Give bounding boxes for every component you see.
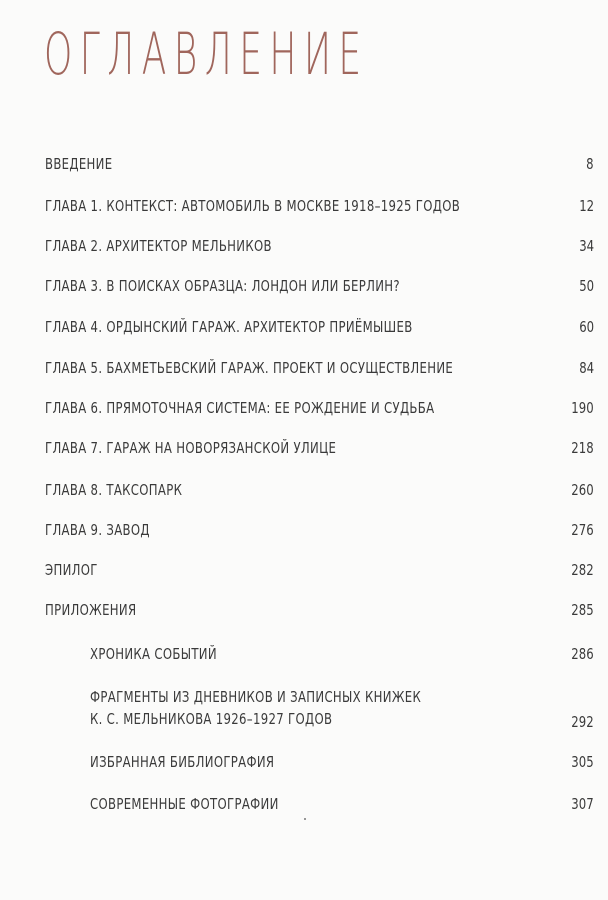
toc-entry-photographs[interactable] xyxy=(0,792,608,816)
print-speck xyxy=(304,818,306,820)
toc-entry-page-number: 305 xyxy=(571,753,594,771)
toc-entry-label: ГЛАВА 2. АРХИТЕКТОР МЕЛЬНИКОВ xyxy=(45,237,272,255)
toc-entry-chronicle[interactable] xyxy=(0,642,608,666)
toc-entry-page-number: 12 xyxy=(579,197,594,215)
toc-entry-page-number: 285 xyxy=(571,601,594,619)
toc-entry-page-number: 282 xyxy=(571,561,594,579)
toc-entry-diary-fragments[interactable] xyxy=(0,686,608,734)
toc-entry-chapter-2[interactable] xyxy=(0,234,608,258)
toc-entry-page-number: 307 xyxy=(571,795,594,813)
toc-entry-epilogue[interactable] xyxy=(0,558,608,582)
toc-entry-page-number: 276 xyxy=(571,521,594,539)
toc-entry-appendices[interactable] xyxy=(0,598,608,622)
toc-entry-introduction[interactable] xyxy=(0,152,608,176)
toc-entry-page-number: 34 xyxy=(579,237,594,255)
toc-entry-page-number: 8 xyxy=(586,155,594,173)
toc-entry-label: ГЛАВА 4. ОРДЫНСКИЙ ГАРАЖ. АРХИТЕКТОР ПРИЁМЫШЕВ xyxy=(45,318,413,336)
toc-entry-label: ВВЕДЕНИЕ xyxy=(45,155,113,173)
toc-entry-chapter-7[interactable] xyxy=(0,436,608,460)
toc-entry-chapter-8[interactable] xyxy=(0,478,608,502)
toc-entry-label: ФРАГМЕНТЫ ИЗ ДНЕВНИКОВ И ЗАПИСНЫХ КНИЖЕК К. С. МЕЛЬНИКОВА 1926–1927 ГОДОВ xyxy=(90,688,422,728)
toc-entry-page-number: 292 xyxy=(571,713,594,731)
toc-entry-page-number: 50 xyxy=(579,277,594,295)
toc-entry-label: ГЛАВА 9. ЗАВОД xyxy=(45,521,150,539)
toc-entry-page-number: 260 xyxy=(571,481,594,499)
toc-entry-page-number: 190 xyxy=(571,399,594,417)
toc-entry-page-number: 84 xyxy=(579,359,594,377)
toc-entry-label: ЭПИЛОГ xyxy=(45,561,98,579)
toc-entry-page-number: 218 xyxy=(571,439,594,457)
toc-entry-page-number: 60 xyxy=(579,318,594,336)
toc-entry-label: ХРОНИКА СОБЫТИЙ xyxy=(90,645,217,663)
toc-entry-chapter-1[interactable] xyxy=(0,194,608,218)
toc-entry-label: ГЛАВА 6. ПРЯМОТОЧНАЯ СИСТЕМА: ЕЕ РОЖДЕНИЕ И СУДЬБА xyxy=(45,399,435,417)
toc-entry-label: ГЛАВА 5. БАХМЕТЬЕВСКИЙ ГАРАЖ. ПРОЕКТ И ОСУЩЕСТВЛЕНИЕ xyxy=(45,359,454,377)
toc-entry-label: ИЗБРАННАЯ БИБЛИОГРАФИЯ xyxy=(90,753,275,771)
toc-entry-chapter-9[interactable] xyxy=(0,518,608,542)
toc-entry-label: СОВРЕМЕННЫЕ ФОТОГРАФИИ xyxy=(90,795,279,813)
toc-entry-label: ГЛАВА 7. ГАРАЖ НА НОВОРЯЗАНСКОЙ УЛИЦЕ xyxy=(45,439,337,457)
toc-entry-bibliography[interactable] xyxy=(0,750,608,774)
page-title: ОГЛАВЛЕНИЕ xyxy=(44,20,369,88)
toc-entry-label: ГЛАВА 1. КОНТЕКСТ: АВТОМОБИЛЬ В МОСКВЕ 1918–1925 ГОДОВ xyxy=(45,197,461,215)
toc-entry-label: ГЛАВА 3. В ПОИСКАХ ОБРАЗЦА: ЛОНДОН ИЛИ БЕРЛИН? xyxy=(45,277,400,295)
toc-entry-chapter-5[interactable] xyxy=(0,356,608,380)
toc-entry-label: ГЛАВА 8. ТАКСОПАРК xyxy=(45,481,183,499)
toc-entry-label: ПРИЛОЖЕНИЯ xyxy=(45,601,137,619)
toc-entry-chapter-4[interactable] xyxy=(0,315,608,339)
toc-entry-chapter-6[interactable] xyxy=(0,396,608,420)
toc-entry-page-number: 286 xyxy=(571,645,594,663)
toc-entry-chapter-3[interactable] xyxy=(0,274,608,298)
